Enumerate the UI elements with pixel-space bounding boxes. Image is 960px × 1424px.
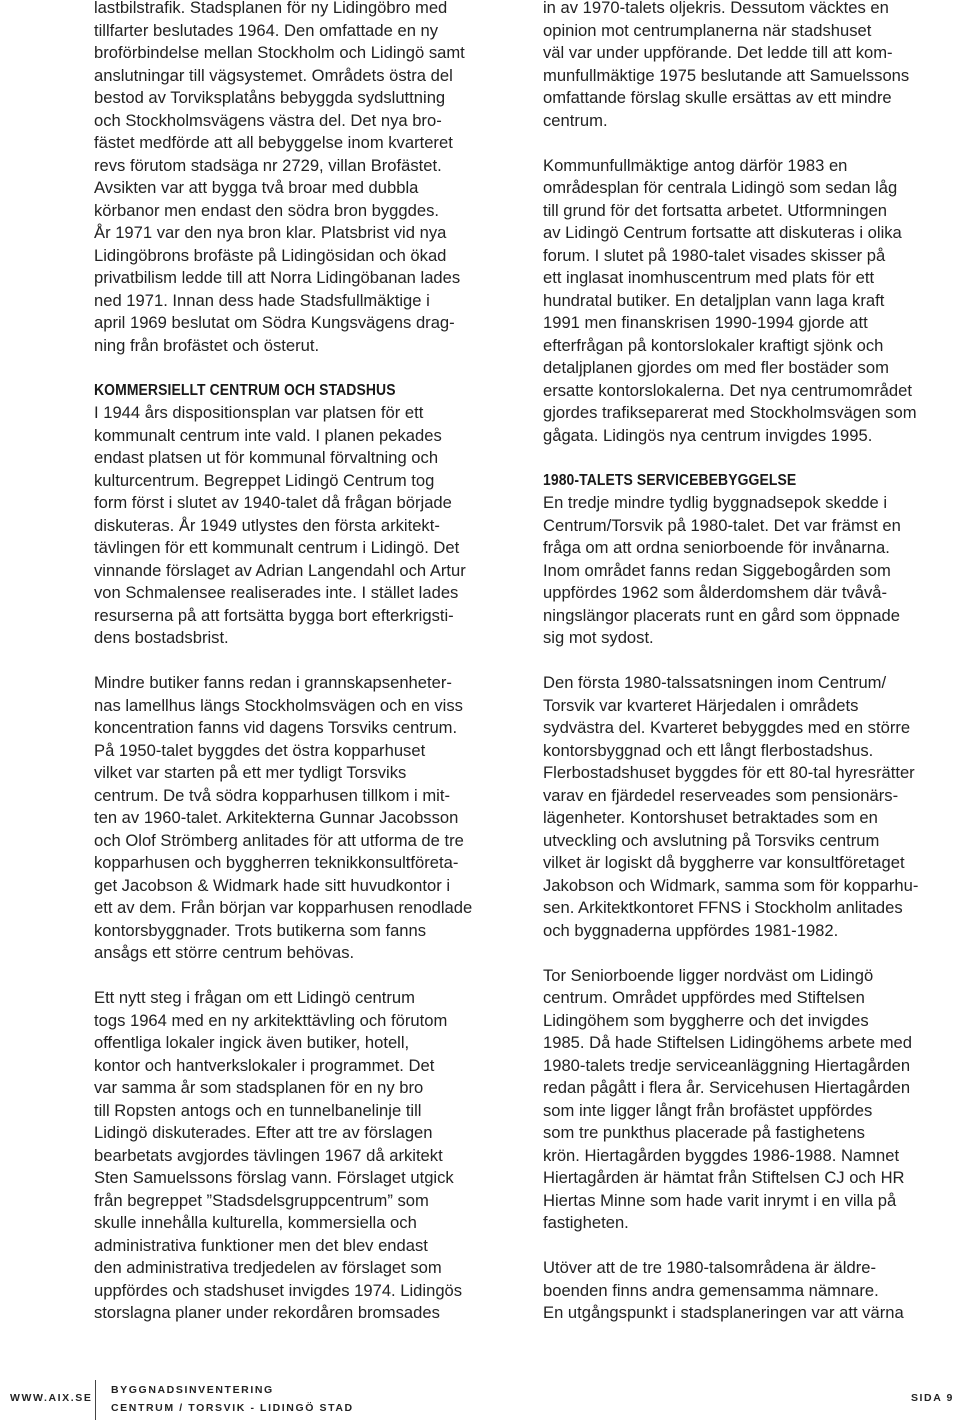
text-line: kopparhusen och byggherren teknikkonsultföreta- [94,853,459,872]
text-line: Lidingöhem som byggherre och det invigdes [543,1010,869,1030]
text-line: munfullmäktige 1975 beslutande att Samuelssons [543,65,910,85]
text-line: omfattande förslag skulle ersättas av ett mindre [543,88,892,107]
text-line: skulle innehålla kulturella, kommersiella och [94,1213,417,1232]
text-line: administrativa funktioner men det blev endast [94,1235,428,1255]
text-line: Mindre butiker fanns redan i grannskapsenheter- [94,673,452,692]
left-column [94,0,516,1325]
text-line: Utöver att de tre 1980-talsområdena är äldre- [543,1258,876,1277]
text-line: koncentration fanns vid dagens Torsviks centrum. [94,718,458,737]
text-line: Ett nytt steg i frågan om ett Lidingö centrum [94,988,415,1007]
text-line: Centrum/Torsvik på 1980-talet. Det var främst en [543,515,901,535]
text-line: fråga om att ordna seniorboende för invånarna. [543,538,890,557]
text-line: Hiertagården är hämtat från Stiftelsen CJ och HR [543,1168,905,1187]
text-line: dens bostadsbrist. [94,628,229,647]
text-line: som inte ligger långt från brofästet uppfördes [543,1100,873,1120]
text-line: endast platsen ut för kommunal förvaltning och [94,448,439,467]
text-line: uppfördes och stadshuset invigdes 1974. Lidingös [94,1280,463,1300]
text-line: diskuteras. År 1949 utlystes den första arkitekt- [94,515,440,535]
right-paragraph-3 [543,492,955,650]
text-line: sen. Arkitektkontoret FFNS i Stockholm anlitades [543,898,903,917]
text-line: revs förutom stadsäga nr 2729, villan Brofästet. [94,155,442,175]
right-paragraph-4 [543,672,955,942]
text-line: ning från brofästet och österut. [94,335,320,355]
text-line: kontor och hantverkslokaler i programmet. Det [94,1055,435,1075]
text-line: gågata. Lidingös nya centrum invigdes 1995. [543,425,873,445]
text-line: vilket var starten på ett mer tydligt Torsviks [94,763,407,782]
text-line: och Stockholmsvägens västra del. Det nya bro- [94,110,442,130]
footer-divider [95,1380,96,1420]
text-line: vinnande förslaget av Adrian Langendahl och Artur [94,560,466,580]
text-line: ett inglasat inomhuscentrum med plats för ett [543,268,875,287]
text-line: ten av 1960-talet. Arkitekterna Gunnar Jacobsson [94,808,459,827]
text-line: kontorsbyggnad och ett långt flerbostadshus. [543,740,874,760]
text-line: form först i slutet av 1940-talet då frågan började [94,493,452,512]
right-paragraph-1 [543,0,955,132]
section-heading-servicebebyggelse: 1980-TALETS SERVICEBEBYGGELSE [543,471,797,489]
text-line: offentliga lokaler ingick även butiker, hotell, [94,1033,410,1052]
text-line: bestod av Torviksplatåns bebyggda sydsluttning [94,88,446,107]
text-line: Den första 1980-talssatsningen inom Centrum/ [543,673,887,692]
text-line: körbanor men endast den södra bron byggdes. [94,200,440,220]
text-line: get Jacobson & Widmark hade sitt huvudkontor i [94,875,451,895]
footer-title-line-2: CENTRUM / TORSVIK - LIDINGÖ STAD [111,1402,354,1414]
page-footer [0,1380,960,1420]
text-line: Torsvik var kvarteret Härjedalen i områdets [543,695,859,715]
text-line: och Olof Strömberg anlitades för att utforma de tre [94,830,464,850]
text-line: redan pågått i flera år. Servicehusen Hiertagården [543,1078,911,1097]
left-paragraph-3 [94,672,516,965]
text-line: lastbilstrafik. Stadsplanen för ny Lidingöbro med [94,0,448,17]
text-line: von Schmalensee realiserades inte. I stället lades [94,583,459,602]
text-line: kontorsbyggnader. Trots butikerna som fanns [94,920,427,940]
text-line: hundratal butiker. En detaljplan vann laga kraft [543,290,885,310]
text-line: Lidingö diskuterades. Efter att tre av förslagen [94,1123,433,1142]
text-line: den administrativa tredjedelen av förslaget som [94,1258,442,1277]
text-line: Kommunfullmäktige antog därför 1983 en [543,155,848,175]
text-line: ned 1971. Innan dess hade Stadsfullmäktige i [94,290,430,310]
text-line: detaljplanen gjordes om med fler bostäder som [543,358,889,377]
right-column [543,0,955,1325]
text-line: kommunalt centrum inte vald. I planen pekades [94,425,442,445]
text-line: tillfarter beslutades 1964. Den omfattade en ny [94,20,439,40]
text-line: År 1971 var den nya bron klar. Platsbrist vid nya [94,223,447,242]
text-line: På 1950-talet byggdes det östra kopparhuset [94,740,426,760]
text-line: Tor Seniorboende ligger nordväst om Lidingö [543,965,874,985]
text-line: sig mot sydost. [543,628,654,647]
text-line: gjordes trafikseparerat med Stockholmsvägen som [543,403,917,422]
text-line: uppfördes 1962 som ålderdomshem där tvåvå- [543,583,888,602]
text-line: boenden finns andra gemensamma nämnare. [543,1280,879,1300]
text-line: centrum. Området uppfördes med Stiftelsen [543,988,865,1007]
text-line: april 1969 beslutat om Södra Kungsvägens drag- [94,313,455,332]
text-line: storslagna planer under rekordåren bromsades [94,1303,440,1322]
left-paragraph-4 [94,987,516,1325]
text-line: lägenheter. Kontorshuset betraktades som en [543,808,878,827]
text-line: 1985. Då hade Stiftelsen Lidingöhems arbete med [543,1033,912,1052]
text-line: nas lamellhus längs Stockholmsvägen och en viss [94,695,463,715]
text-line: vilket är logiskt då byggherre var konsultföretaget [543,853,905,872]
text-line: till Ropsten antogs och en tunnelbanelinje till [94,1100,422,1120]
text-line: varav en fjärdedel reserveades som pensionärs- [543,785,899,805]
text-line: Hiertas Minne som hade varit inrymt i en villa på [543,1190,897,1210]
text-line: sydvästra del. Kvarteret bebyggdes med en större [543,718,911,737]
text-line: En tredje mindre tydlig byggnadsepok skedde i [543,493,888,512]
text-line: togs 1964 med en ny arkitekttävling och förutom [94,1010,448,1030]
text-line: Sten Samuelssons förslag vann. Förslaget utgick [94,1168,454,1187]
right-paragraph-6 [543,1257,955,1325]
text-line: anslutningar till vägsystemet. Områdets östra del [94,65,453,85]
text-line: resurserna på att fortsätta bygga bort efterkrigsti- [94,605,454,625]
left-paragraph-1 [94,0,516,357]
text-line: ningslängor placerats runt en gård som öppnade [543,605,901,625]
right-paragraph-2 [543,155,955,448]
text-line: från begreppet ”Stadsdelsgruppcentrum” som [94,1190,429,1210]
text-line: ansågs ett större centrum behövas. [94,943,355,962]
text-line: var samma år som stadsplanen för en ny bro [94,1078,424,1097]
text-line: centrum. De två södra kopparhusen tillkom i mit- [94,785,450,805]
text-line: 1991 men finanskrisen 1990-1994 gjorde att [543,313,868,332]
left-paragraph-2 [94,402,516,650]
text-line: Inom området fanns redan Siggebogården som [543,560,891,580]
text-line: ersatte kontorslokalerna. Det nya centrumområdet [543,380,912,400]
text-line: krön. Hiertagården byggdes 1986-1988. Namnet [543,1145,900,1165]
footer-title-line-1: BYGGNADSINVENTERING [111,1384,274,1396]
section-heading-kommersiellt: KOMMERSIELLT CENTRUM OCH STADSHUS [94,381,396,399]
text-line: fastigheten. [543,1213,629,1232]
footer-subtitle [111,1381,354,1417]
text-line: områdesplan för centrala Lidingö som sedan låg [543,178,898,197]
text-line: Jakobson och Widmark, samma som för kopparhu- [543,875,919,895]
text-line: Lidingöbrons brofäste på Lidingösidan och ökad [94,245,447,265]
text-line: utveckling och avslutning på Torsviks centrum [543,830,880,850]
text-line: och byggnaderna uppfördes 1981-1982. [543,920,839,940]
text-line: I 1944 års dispositionsplan var platsen för ett [94,403,424,422]
text-line: privatbilism ledde till att Norra Lidingöbanan lades [94,268,461,287]
text-line: av Lidingö Centrum fortsatte att diskuteras i olika [543,223,902,242]
text-line: bearbetats avgjordes tävlingen 1967 då arkitekt [94,1145,443,1165]
text-line: kulturcentrum. Begreppet Lidingö Centrum tog [94,470,435,490]
page-number: SIDA 9 [910,1392,954,1404]
footer-url-link[interactable]: WWW.AIX.SE [10,1392,93,1404]
text-line: centrum. [543,110,608,130]
right-paragraph-5 [543,965,955,1235]
text-line: efterfrågan på kontorslokaler kraftigt sjönk och [543,335,884,355]
text-line: väl var under uppförande. Det ledde till att kom- [543,43,893,62]
text-line: tävlingen för ett kommunalt centrum i Lidingö. Det [94,538,460,557]
text-line: 1980-talets tredje serviceanläggning Hiertagården [543,1055,911,1075]
text-line: fästet medförde att all bebyggelse inom kvarteret [94,133,453,152]
text-line: Flerbostadshuset byggdes för ett 80-tal hyresrätter [543,763,915,782]
text-line: som tre punkthus placerade på fastighetens [543,1123,865,1142]
text-line: forum. I slutet på 1980-talet visades skisser på [543,245,886,265]
text-line: Avsikten var att bygga två broar med dubbla [94,178,419,197]
text-line: till grund för det fortsatta arbetet. Utformningen [543,200,888,220]
text-line: broförbindelse mellan Stockholm och Lidingö samt [94,43,465,62]
text-line: ett av dem. Från början var kopparhusen renodlade [94,898,473,917]
text-line: opinion mot centrumplanerna när stadshuset [543,20,872,40]
text-line: En utgångspunkt i stadsplaneringen var att värna [543,1303,904,1322]
text-line: in av 1970-talets oljekris. Dessutom väcktes en [543,0,889,17]
